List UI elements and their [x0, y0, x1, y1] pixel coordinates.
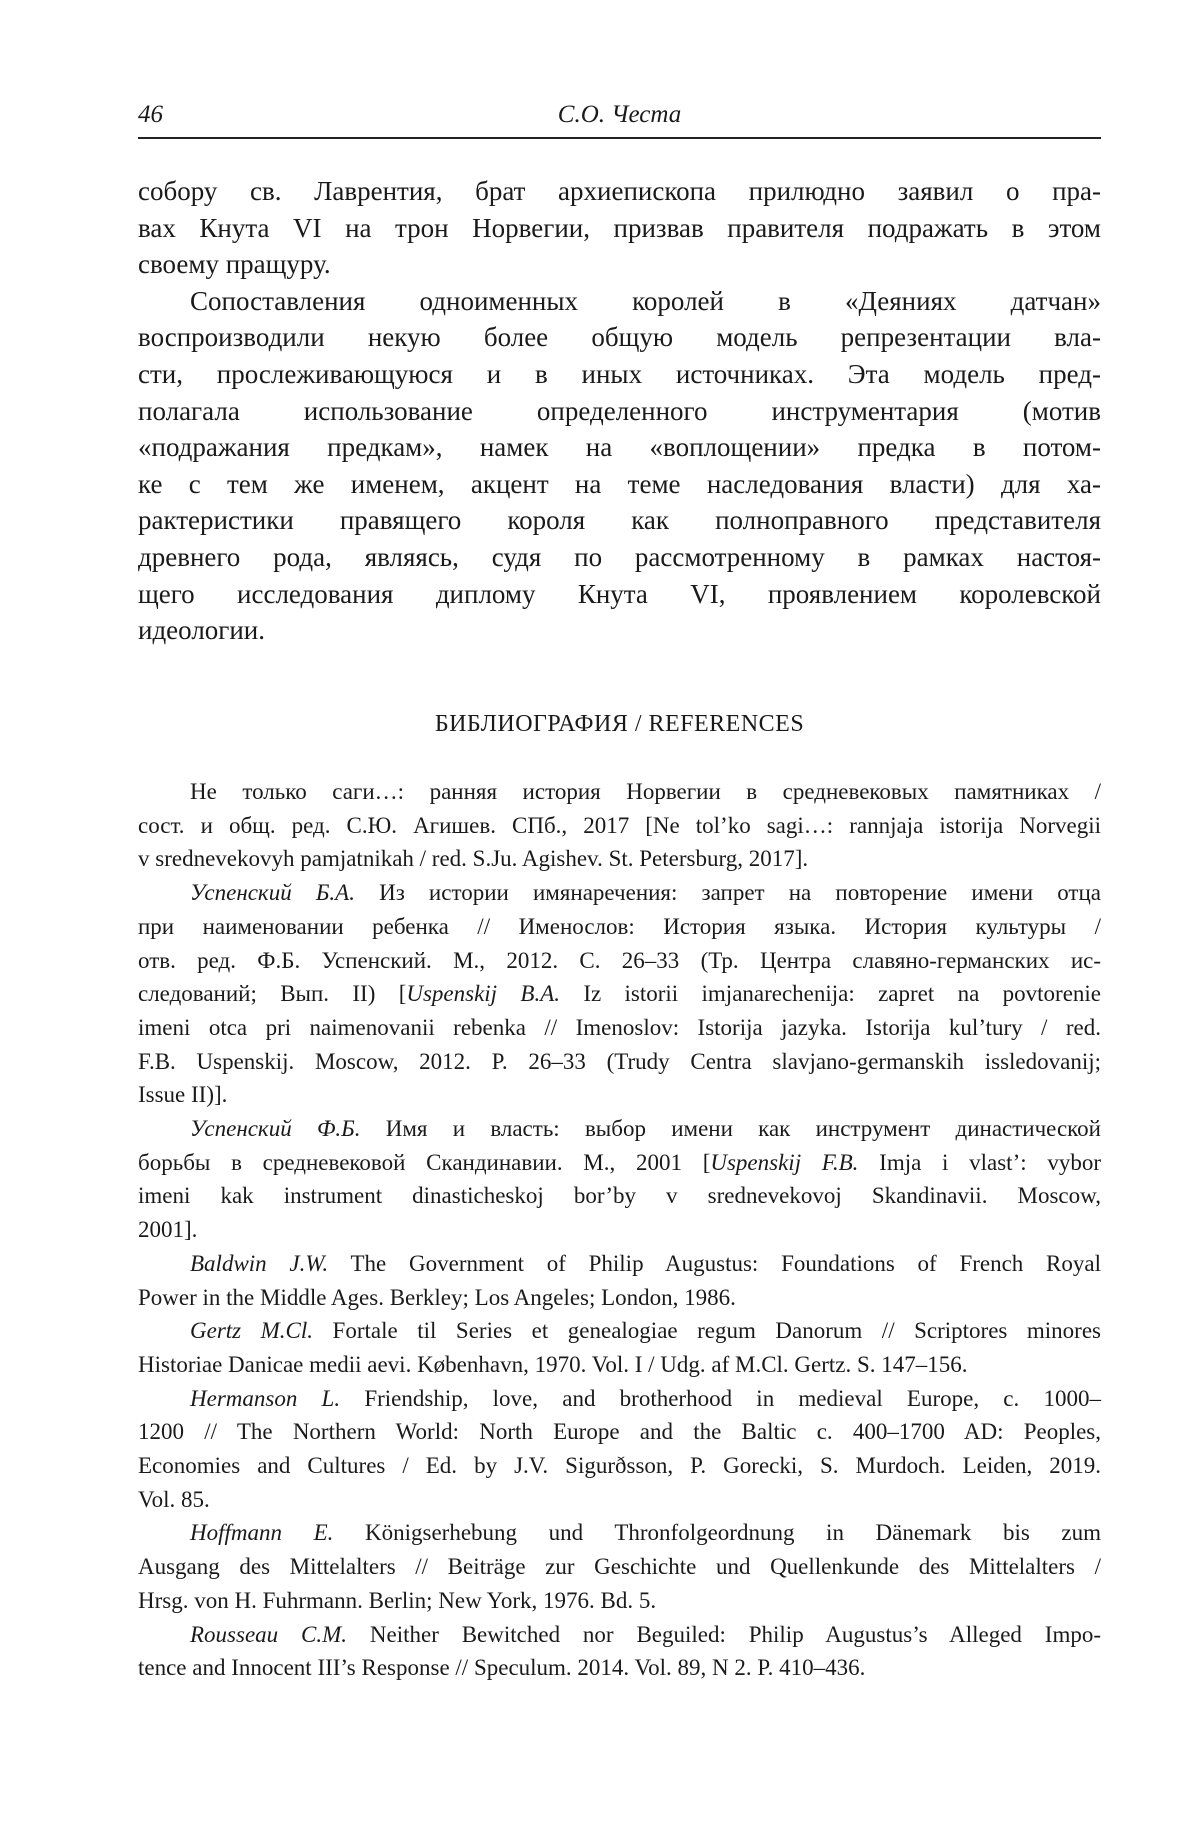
reference-text: борьбы в средневековой Скандинавии. М., 2001 [	[138, 1150, 710, 1175]
reference-author: Успенский Б.А.	[190, 880, 355, 905]
text-line: полагала использование определенного инструментария (мотив	[138, 393, 1101, 430]
reference-line	[138, 1584, 1101, 1618]
reference-line	[138, 1550, 1101, 1584]
reference-text: Hrsg. von H. Fuhrmann. Berlin; New York, 1976. Bd. 5.	[138, 1588, 656, 1613]
reference-line	[138, 977, 1101, 1011]
bibliography-list	[138, 775, 1101, 1685]
text-line: вах Кнута VI на трон Норвегии, призвав правителя подражать в этом	[138, 210, 1101, 247]
body-paragraph	[138, 283, 1101, 649]
reference-author: Hoffmann E.	[190, 1520, 333, 1545]
reference-text: следований; Вып. II) [	[138, 981, 406, 1006]
reference-line	[138, 944, 1101, 978]
reference-line	[138, 1011, 1101, 1045]
reference-author: Успенский Ф.Б.	[190, 1116, 361, 1141]
reference-text: Issue II)].	[138, 1082, 227, 1107]
reference-text: отв. ред. Ф.Б. Успенский. М., 2012. С. 26–33 (Тр. Центра славяно-германских ис-	[138, 948, 1101, 973]
reference-line	[138, 1078, 1101, 1112]
reference-author: Baldwin J.W.	[190, 1251, 328, 1276]
reference-author: Rousseau C.M.	[190, 1622, 347, 1647]
reference-line	[138, 1112, 1101, 1146]
text-line: собору св. Лаврентия, брат архиепископа прилюдно заявил о пра-	[138, 173, 1101, 210]
header-rule	[138, 137, 1101, 139]
reference-line	[138, 1415, 1101, 1449]
reference-line	[138, 1314, 1101, 1348]
reference-line	[138, 1651, 1101, 1685]
reference-text: Historiae Danicae medii aevi. København, 1970. Vol. I / Udg. af M.Cl. Gertz. S. 147–156.	[138, 1352, 968, 1377]
reference-line	[138, 1281, 1101, 1315]
reference-entry	[138, 1516, 1101, 1617]
reference-text: Ausgang des Mittelalters // Beiträge zur Geschichte und Quellenkunde des Mittelalters /	[138, 1554, 1101, 1579]
running-head: С.О. Честа	[138, 100, 1101, 130]
reference-line	[138, 1449, 1101, 1483]
reference-line	[138, 1382, 1101, 1416]
text-line: «подражания предкам», намек на «воплощении» предка в потом-	[138, 429, 1101, 466]
reference-text: Imja i vlast’: vybor	[858, 1150, 1101, 1175]
reference-entry	[138, 1382, 1101, 1517]
body-paragraph	[138, 173, 1101, 283]
reference-line	[138, 809, 1101, 843]
reference-line	[138, 1618, 1101, 1652]
reference-author: Gertz M.Cl.	[190, 1318, 313, 1343]
reference-text: при наименовании ребенка // Именослов: История языка. История культуры /	[138, 914, 1101, 939]
text-line: древнего рода, являясь, судя по рассмотренному в рамках настоя-	[138, 539, 1101, 576]
reference-line	[138, 1146, 1101, 1180]
reference-text: Economies and Cultures / Ed. by J.V. Sigurðsson, P. Gorecki, S. Murdoch. Leiden, 2019.	[138, 1453, 1101, 1478]
text-line: своему пращуру.	[138, 246, 1101, 283]
text-line: воспроизводили некую более общую модель репрезентации вла-	[138, 319, 1101, 356]
reference-text: Имя и власть: выбор имени как инструмент династической	[361, 1116, 1101, 1141]
reference-entry	[138, 775, 1101, 876]
reference-text: Neither Bewitched nor Beguiled: Philip Augustus’s Alleged Impo-	[347, 1622, 1101, 1647]
reference-entry	[138, 1112, 1101, 1247]
reference-text: Fortale til Series et genealogiae regum Danorum // Scriptores minores	[313, 1318, 1101, 1343]
reference-line	[138, 842, 1101, 876]
reference-text: The Government of Philip Augustus: Foundations of French Royal	[328, 1251, 1101, 1276]
reference-text: F.B. Uspenskij. Moscow, 2012. P. 26–33 (Trudy Centra slavjano-germanskih issledovanij;	[138, 1049, 1101, 1074]
reference-text: Vol. 85.	[138, 1487, 210, 1512]
bibliography-heading: БИБЛИОГРАФИЯ / REFERENCES	[138, 708, 1101, 740]
body-text	[138, 173, 1101, 649]
reference-entry	[138, 1618, 1101, 1685]
reference-text: Königserhebung und Thronfolgeordnung in Dänemark bis zum	[333, 1520, 1101, 1545]
reference-text: Iz istorii imjanarechenija: zapret na povtorenie	[560, 981, 1101, 1006]
reference-line	[138, 1179, 1101, 1213]
reference-text: 2001].	[138, 1217, 197, 1242]
reference-line	[138, 876, 1101, 910]
text-line: ке с тем же именем, акцент на теме наследования власти) для ха-	[138, 466, 1101, 503]
text-line: сти, прослеживающуюся и в иных источниках. Эта модель пред-	[138, 356, 1101, 393]
text-line: щего исследования диплому Кнута VI, проявлением королевской	[138, 576, 1101, 613]
reference-entry	[138, 1247, 1101, 1314]
reference-entry	[138, 876, 1101, 1112]
reference-line	[138, 1247, 1101, 1281]
text-line: Сопоставления одноименных королей в «Деяниях датчан»	[138, 283, 1101, 320]
reference-text: Friendship, love, and brotherhood in medieval Europe, c. 1000–	[340, 1386, 1101, 1411]
reference-text: imeni otca pri naimenovanii rebenka // Imenoslov: Istorija jazyka. Istorija kul’tury / red.	[138, 1015, 1101, 1040]
reference-text: v srednevekovyh pamjatnikah / red. S.Ju. Agishev. St. Petersburg, 2017].	[138, 846, 808, 871]
reference-line	[138, 1483, 1101, 1517]
reference-text: tence and Innocent III’s Response // Speculum. 2014. Vol. 89, N 2. P. 410–436.	[138, 1655, 865, 1680]
reference-line	[138, 1213, 1101, 1247]
reference-text: сост. и общ. ред. С.Ю. Агишев. СПб., 2017 [Ne tol’ko sagi…: rannjaja istorija Norvegii	[138, 813, 1101, 838]
reference-text: 1200 // The Northern World: North Europe and the Baltic c. 400–1700 AD: Peoples,	[138, 1419, 1101, 1444]
reference-text: Не только саги…: ранняя история Норвегии в средневековых памятниках /	[190, 779, 1101, 804]
reference-line	[138, 1348, 1101, 1382]
page-number: 46	[138, 100, 163, 130]
reference-line	[138, 910, 1101, 944]
reference-line	[138, 1516, 1101, 1550]
reference-author: Uspenskij F.B.	[710, 1150, 858, 1175]
reference-author: Uspenskij B.A.	[406, 981, 560, 1006]
text-line: идеологии.	[138, 612, 1101, 649]
reference-author: Hermanson L.	[190, 1386, 340, 1411]
reference-line	[138, 775, 1101, 809]
reference-text: Power in the Middle Ages. Berkley; Los Angeles; London, 1986.	[138, 1285, 736, 1310]
reference-text: Из истории имянаречения: запрет на повторение имени отца	[355, 880, 1101, 905]
reference-entry	[138, 1314, 1101, 1381]
reference-text: imeni kak instrument dinasticheskoj bor’by v srednevekovoj Skandinavii. Moscow,	[138, 1183, 1101, 1208]
reference-line	[138, 1045, 1101, 1079]
text-line: рактеристики правящего короля как полноправного представителя	[138, 502, 1101, 539]
